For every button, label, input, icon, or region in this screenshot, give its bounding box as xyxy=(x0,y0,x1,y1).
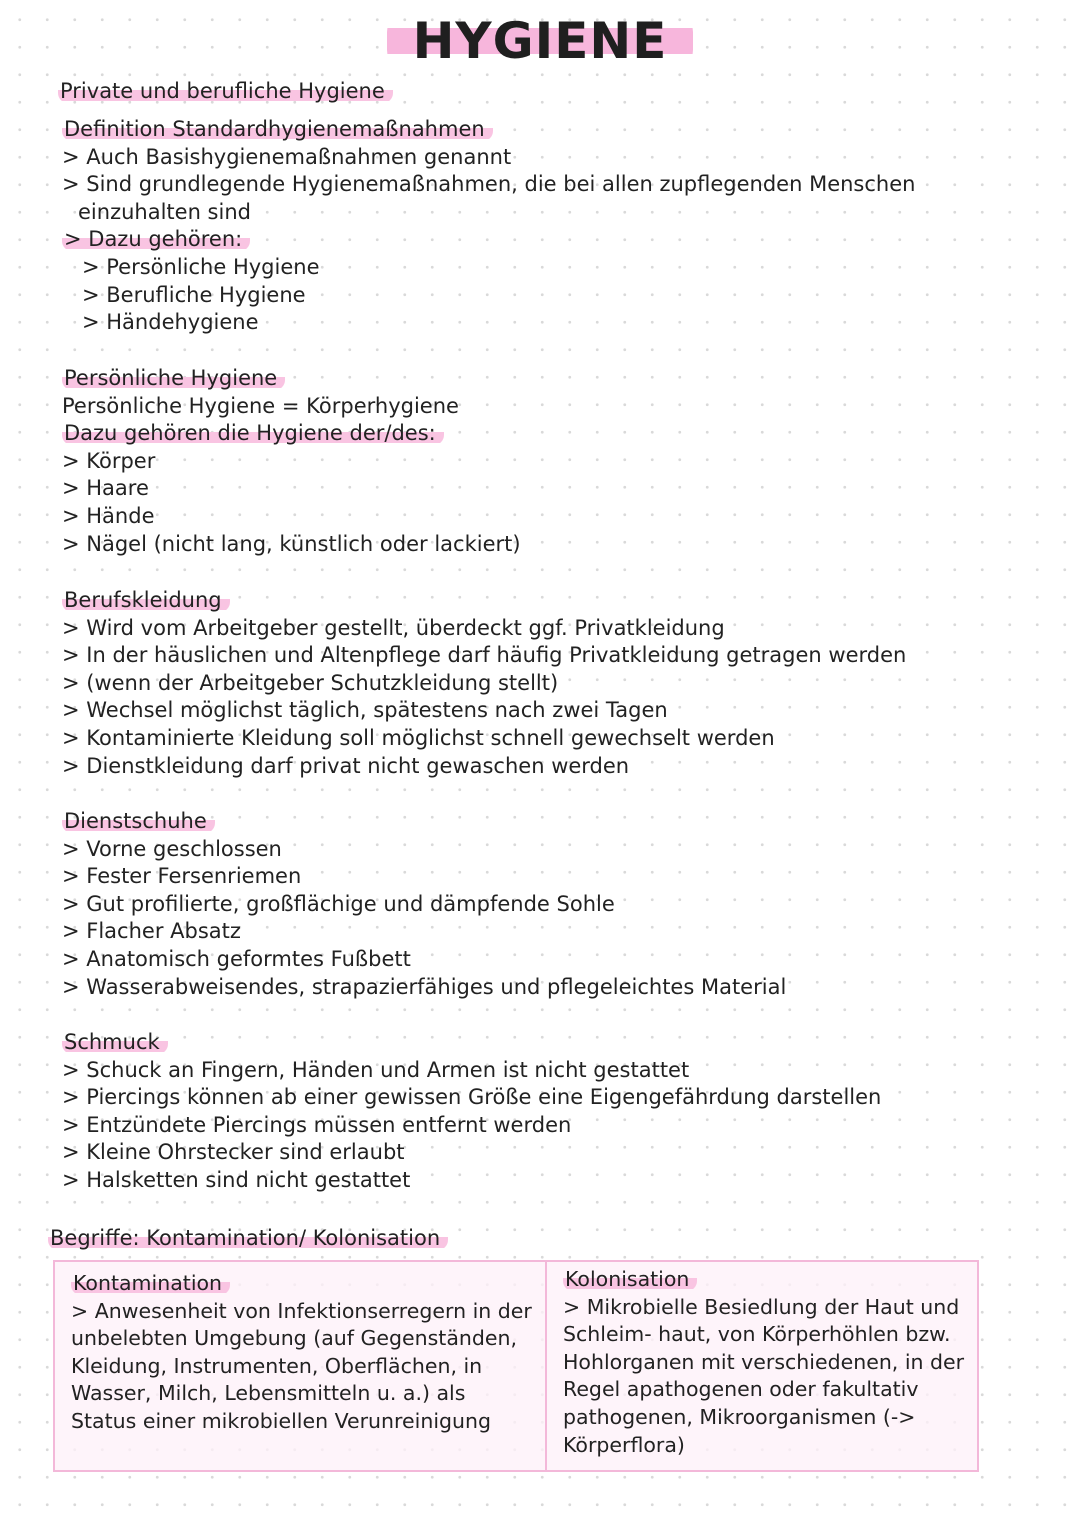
colonization-text: > Mikrobielle Besiedlung der Haut und Schleim- haut, von Körperhöhlen bzw. Hohlorganen mit verschiedenen, in der Regel apathogenen oder fakultativ pathogenen, Mikroorganismen (-> Körperflora) xyxy=(563,1294,965,1457)
personal-hygiene-definition: Persönliche Hygiene = Körperhygiene xyxy=(62,393,459,418)
list-item: > Anatomisch geformtes Fußbett xyxy=(62,946,411,971)
work-shoes-heading-text: Dienstschuhe xyxy=(62,809,215,833)
list-item: > Gut profilierte, großflächige und dämpfende Sohle xyxy=(62,891,615,916)
personal-hygiene-subheading-text: Dazu gehören die Hygiene der/des: xyxy=(62,421,444,445)
list-item: > Wechsel möglichst täglich, spätestens nach zwei Tagen xyxy=(62,698,668,723)
work-clothing-heading xyxy=(62,587,906,615)
list-item: > Nägel (nicht lang, künstlich oder lackiert) xyxy=(62,531,521,556)
terms-heading xyxy=(48,1225,448,1253)
list-item: > Vorne geschlossen xyxy=(62,836,282,861)
list-item: > Haare xyxy=(62,476,149,501)
list-item: > Auch Basishygienemaßnahmen genannt xyxy=(62,144,512,169)
standard-hygiene-section xyxy=(62,116,915,337)
sub-list-item: > Händehygiene xyxy=(82,310,259,335)
personal-hygiene-heading xyxy=(62,365,521,393)
terms-heading-text: Begriffe: Kontamination/ Kolonisation xyxy=(48,1226,448,1250)
contamination-title-text: Kontamination xyxy=(71,1271,230,1295)
list-item: > Kleine Ohrstecker sind erlaubt xyxy=(62,1140,405,1165)
colonization-title xyxy=(563,1266,969,1294)
list-item: > Schuck an Fingern, Händen und Armen ist nicht gestattet xyxy=(62,1057,690,1082)
sub-list-item: > Berufliche Hygiene xyxy=(82,282,306,307)
list-item: > (wenn der Arbeitgeber Schutzkleidung stellt) xyxy=(62,670,559,695)
list-item: > Fester Fersenriemen xyxy=(62,864,302,889)
main-heading xyxy=(58,78,393,106)
list-item: > Hände xyxy=(62,503,155,528)
main-heading-text: Private und berufliche Hygiene xyxy=(58,79,393,103)
list-item: > Sind grundlegende Hygienemaßnahmen, die bei allen zupflegenden Menschen xyxy=(62,172,916,197)
page-title xyxy=(0,14,1080,69)
jewelry-heading-text: Schmuck xyxy=(62,1030,168,1054)
colonization-cell xyxy=(547,1262,977,1470)
work-shoes-heading xyxy=(62,808,786,836)
list-item: > Körper xyxy=(62,448,156,473)
list-item: > Entzündete Piercings müssen entfernt werden xyxy=(62,1112,572,1137)
terms-table xyxy=(53,1260,979,1472)
work-clothing-heading-text: Berufskleidung xyxy=(62,588,230,612)
contamination-title xyxy=(71,1270,537,1298)
list-item-continuation: einzuhalten sind xyxy=(78,199,251,224)
list-item: > In der häuslichen und Altenpflege darf häufig Privatkleidung getragen werden xyxy=(62,643,907,668)
list-item: > Kontaminierte Kleidung soll möglichst schnell gewechselt werden xyxy=(62,725,775,750)
work-shoes-section xyxy=(62,808,786,1001)
personal-hygiene-subheading xyxy=(62,420,521,448)
sub-list-item: > Persönliche Hygiene xyxy=(82,254,320,279)
personal-hygiene-heading-text: Persönliche Hygiene xyxy=(62,366,285,390)
personal-hygiene-section xyxy=(62,365,521,558)
list-item: > Wird vom Arbeitgeber gestellt, überdeckt ggf. Privatkleidung xyxy=(62,615,725,640)
jewelry-heading xyxy=(62,1029,881,1057)
standard-hygiene-heading xyxy=(62,116,915,144)
work-clothing-section xyxy=(62,587,906,780)
jewelry-section xyxy=(62,1029,881,1195)
contamination-cell xyxy=(55,1262,547,1470)
colonization-title-text: Kolonisation xyxy=(563,1267,697,1291)
dazu-heading xyxy=(62,226,915,254)
list-item: > Wasserabweisendes, strapazierfähiges und pflegeleichtes Material xyxy=(62,974,787,999)
contamination-text: > Anwesenheit von Infektionserregern in der unbelebten Umgebung (auf Gegenständen, Kleidung, Instrumenten, Oberflächen, in Wasser, Milch, Lebensmitteln u. a.) als Status einer mikrobiellen Verunreinigung xyxy=(71,1298,532,1433)
list-item: > Halsketten sind nicht gestattet xyxy=(62,1167,411,1192)
list-item: > Flacher Absatz xyxy=(62,919,241,944)
page-title-text: HYGIENE xyxy=(387,12,694,70)
standard-hygiene-heading-text: Definition Standardhygienemaßnahmen xyxy=(62,117,493,141)
list-item: > Piercings können ab einer gewissen Größe eine Eigengefährdung darstellen xyxy=(62,1085,882,1110)
list-item: > Dienstkleidung darf privat nicht gewaschen werden xyxy=(62,753,630,778)
dazu-heading-text: > Dazu gehören: xyxy=(62,227,250,251)
